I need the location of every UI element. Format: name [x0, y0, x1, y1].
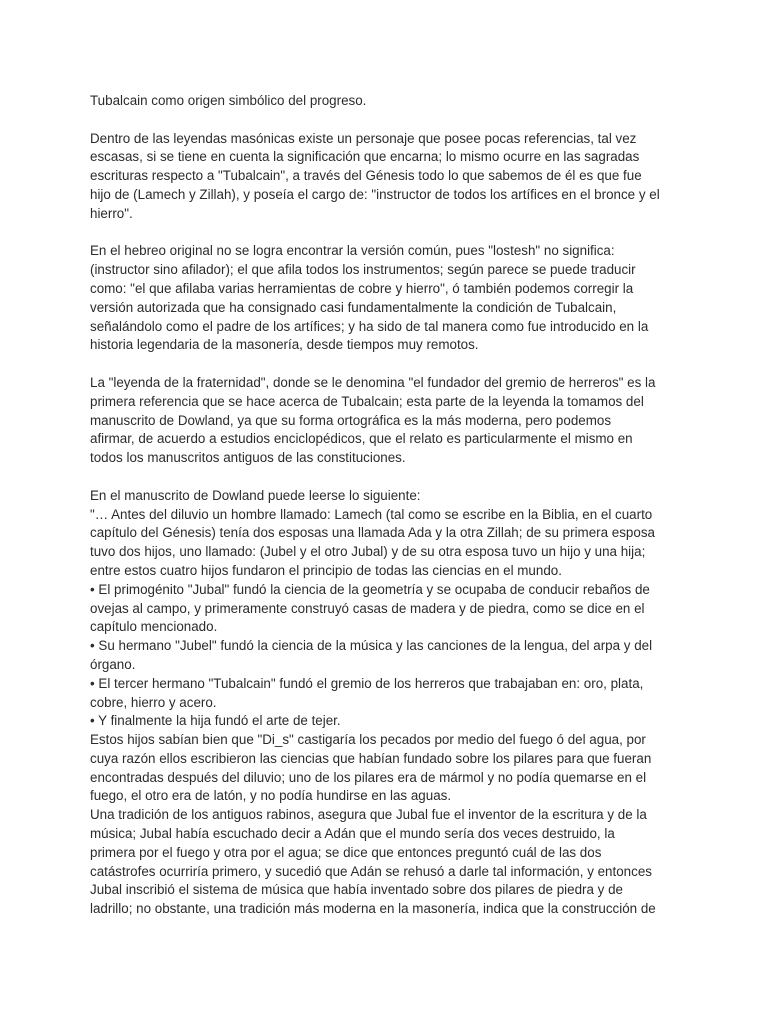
text-line: • El tercer hermano "Tubalcain" fundó el gremio de los herreros que trabajaban en: oro, plata, — [90, 675, 644, 691]
text-line: En el manuscrito de Dowland puede leerse lo siguiente: — [90, 487, 421, 503]
text-line: escasas, si se tiene en cuenta la significación que encarna; lo mismo ocurre en las sagradas — [90, 149, 640, 165]
document-page — [90, 92, 690, 919]
text-line: ovejas al campo, y primeramente construyó casas de madera y de piedra, como se dice en el — [90, 600, 645, 616]
text-line: • Y finalmente la hija fundó el arte de tejer. — [90, 713, 341, 729]
text-line: órgano. — [90, 656, 136, 672]
text-line: manuscrito de Dowland, ya que su forma ortográfica es la más moderna, pero podemos — [90, 412, 612, 428]
text-line: capítulo del Génesis) tenía dos esposas una llamada Ada y la otra Zillah; de su primera esposa — [90, 525, 655, 541]
text-line: música; Jubal había escuchado decir a Adán que el mundo sería dos veces destruido, la — [90, 826, 615, 842]
text-line: Una tradición de los antiguos rabinos, asegura que Jubal fue el inventor de la escritura y de la — [90, 807, 647, 823]
text-line: Jubal inscribió el sistema de música que había inventado sobre dos pilares de piedra y de — [90, 882, 623, 898]
text-line: señalándolo como el padre de los artífices; y ha sido de tal manera como fue introducido en la — [90, 318, 649, 334]
text-line: cuya razón ellos escribieron las ciencias que habían fundado sobre los pilares para que fueran — [90, 750, 652, 766]
text-line: • Su hermano "Jubel" fundó la ciencia de la música y las canciones de la lengua, del arpa y del — [90, 638, 653, 654]
text-line: ladrillo; no obstante, una tradición más moderna en la masonería, indica que la construcción de — [90, 901, 656, 917]
text-line: tuvo dos hijos, uno llamado: (Jubel y el otro Jubal) y de su otra esposa tuvo un hijo y una hija; — [90, 544, 646, 560]
text-line: hierro". — [90, 205, 133, 221]
text-line: (instructor sino afilador); el que afila todos los instrumentos; según parece se puede traducir — [90, 262, 636, 278]
text-line: encontradas después del diluvio; uno de los pilares era de mármol y no podía quemarse en el — [90, 769, 647, 785]
text-line: versión autorizada que ha consignado casi fundamentalmente la condición de Tubalcain, — [90, 299, 617, 315]
text-line: fuego, el otro era de latón, y no podía hundirse en las aguas. — [90, 788, 452, 804]
text-line: historia legendaria de la masonería, desde tiempos muy remotos. — [90, 337, 479, 353]
document-body — [90, 130, 690, 919]
text-line: • El primogénito "Jubal" fundó la ciencia de la geometría y se ocupaba de conducir rebaños de — [90, 581, 650, 597]
document-title: Tubalcain como origen simbólico del progreso. — [90, 93, 367, 108]
text-line: "… Antes del diluvio un hombre llamado: Lamech (tal como se escribe en la Biblia, en el cuarto — [90, 506, 653, 522]
text-line: todos los manuscritos antiguos de las constituciones. — [90, 450, 406, 466]
text-line: primera por el fuego y otra por el agua; se dice que entonces preguntó cuál de las dos — [90, 844, 602, 860]
text-line: primera referencia que se hace acerca de Tubalcain; esta parte de la leyenda la tomamos del — [90, 393, 644, 409]
paragraph — [90, 130, 690, 224]
text-line: hijo de (Lamech y Zillah), y poseía el cargo de: "instructor de todos los artífices en el bronce y el — [90, 186, 660, 202]
text-line: cobre, hierro y acero. — [90, 694, 217, 710]
text-line: afirmar, de acuerdo a estudios enciclopédicos, que el relato es particularmente el mismo en — [90, 431, 633, 447]
text-line: En el hebreo original no se logra encontrar la versión común, pues "lostesh" no significa: — [90, 243, 615, 259]
paragraph — [90, 487, 690, 919]
text-line: escrituras respecto a "Tubalcain", a través del Génesis todo lo que sabemos de él es que fue — [90, 168, 642, 184]
text-line: La "leyenda de la fraternidad", donde se le denomina "el fundador del gremio de herreros" es la — [90, 374, 656, 390]
paragraph — [90, 374, 690, 468]
text-line: como: "el que afilaba varias herramientas de cobre y hierro", ó también podemos corregir la — [90, 280, 634, 296]
text-line: catástrofes ocurriría primero, y sucedió que Adán se rehusó a darle tal información, y entonces — [90, 863, 652, 879]
paragraph — [90, 242, 690, 355]
text-line: capítulo mencionado. — [90, 619, 218, 635]
text-line: Estos hijos sabían bien que "Di_s" castigaría los pecados por medio del fuego ó del agua, por — [90, 732, 646, 748]
text-line: Dentro de las leyendas masónicas existe un personaje que posee pocas referencias, tal vez — [90, 130, 637, 146]
text-line: entre estos cuatro hijos fundaron el principio de todas las ciencias en el mundo. — [90, 562, 562, 578]
